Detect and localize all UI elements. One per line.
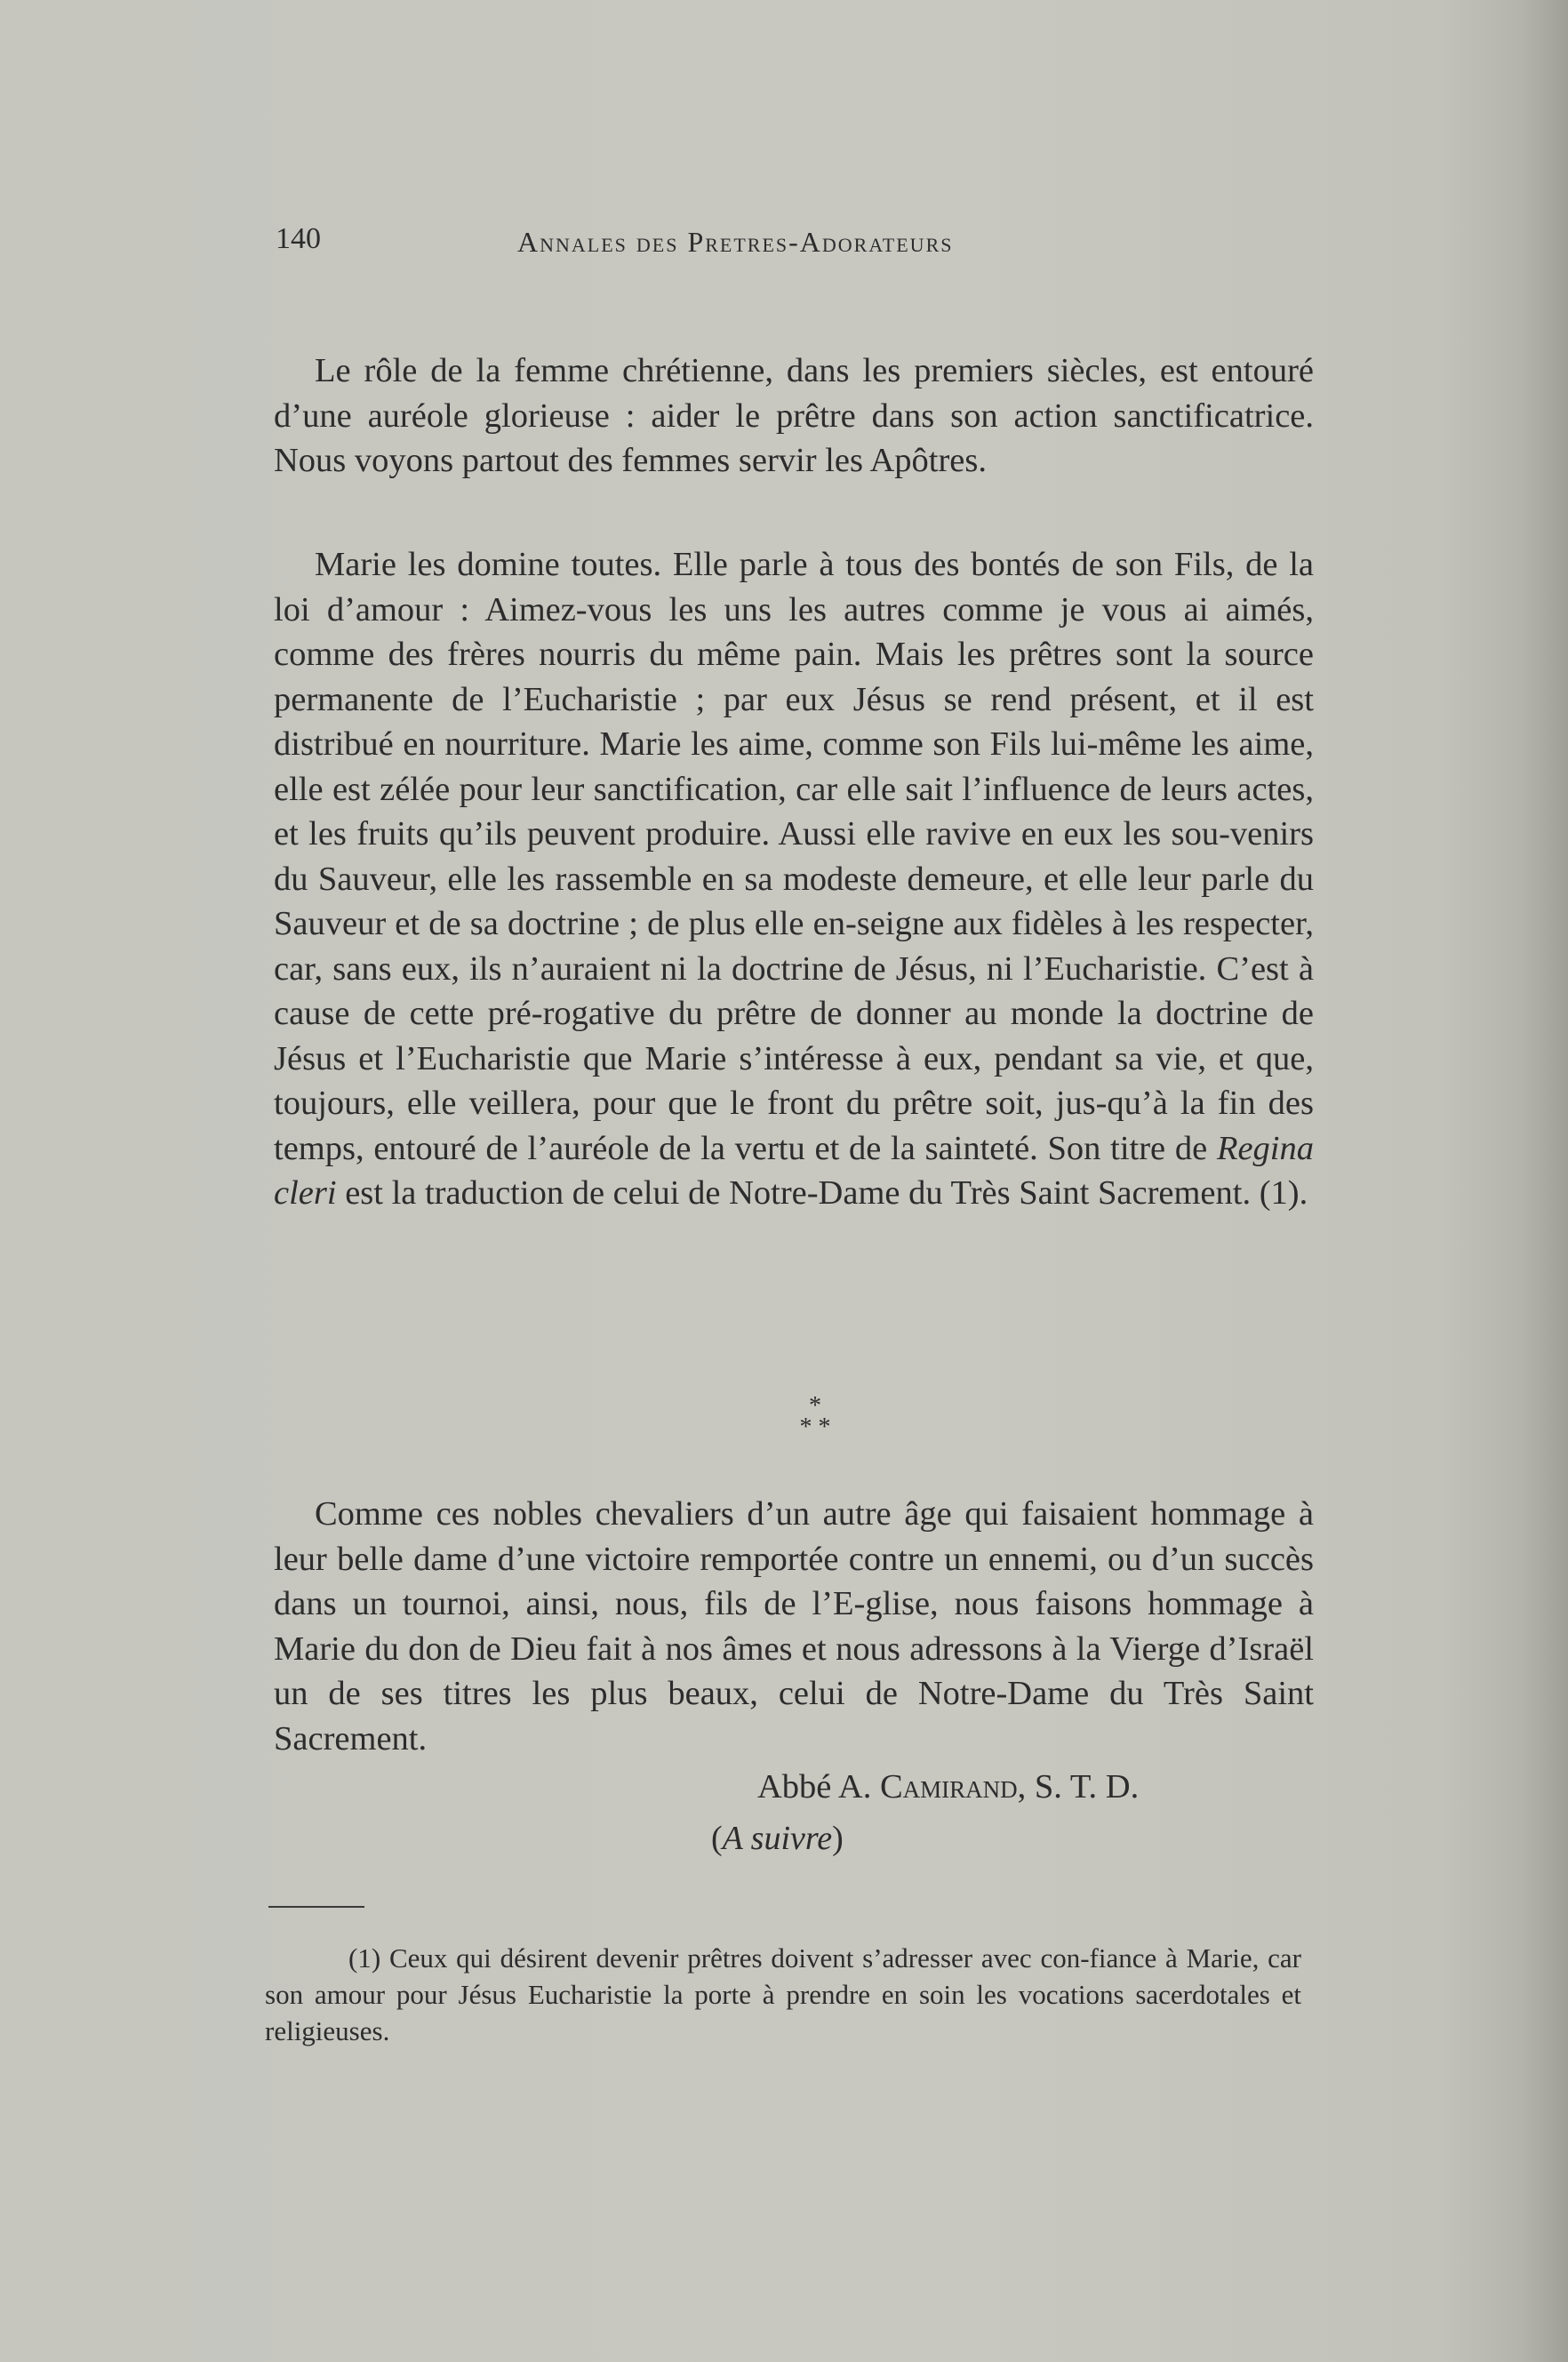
page-header bbox=[276, 222, 1316, 276]
paragraph-1 bbox=[274, 348, 1314, 484]
to-be-continued bbox=[711, 1819, 844, 1858]
footnote-divider bbox=[268, 1906, 364, 1908]
signature-suffix: S. T. D. bbox=[1026, 1768, 1140, 1806]
section-asterism bbox=[0, 1392, 1568, 1441]
to-follow-open: ( bbox=[711, 1820, 723, 1857]
page-number: 140 bbox=[276, 222, 321, 255]
author-signature bbox=[757, 1767, 1139, 1806]
asterism-top: * bbox=[809, 1392, 821, 1420]
paragraph-3 bbox=[274, 1492, 1314, 1761]
paragraph-3-text: Comme ces nobles chevaliers d’un autre âge qui faisaient hommage à leur belle dame d’une victoire remportée contre un ennemi, ou d’un succès dans un tournoi, ainsi, nous, fils de l’E-glise, nous faisons hommage à Marie du don de Dieu fait à nos âmes et nous adressons à la Vierge d’Israël un de ses titres les plus beaux, celui de Notre-Dame du Très Saint Sacrement. bbox=[274, 1495, 1314, 1757]
paragraph-1-text: Le rôle de la femme chrétienne, dans les premiers siècles, est entouré d’une auréole glorieuse : aider le prêtre dans son action sanctificatrice. Nous voyons partout des femmes servir les Apôtres. bbox=[274, 352, 1314, 479]
paragraph-2-text bbox=[274, 542, 1314, 1216]
footnote: (1) Ceux qui désirent devenir prêtres doivent s’adresser avec con-fiance à Marie, car son amour pour Jésus Eucharistie la porte à prendre en soin les vocations sacerdotales et religieuses. bbox=[265, 1942, 1301, 2046]
paragraph-2-main: Marie les domine toutes. Elle parle à tous des bontés de son Fils, de la loi d’amour : Aimez-vous les uns les autres comme je vous ai aimés, comme des frères nourris du même pain. Mais les prêtres sont la source permanente de l’Eucharistie ; par eux Jésus se rend présent, et il est distribué en nourriture. Marie les aime, comme son Fils lui-même les aime, elle est zélée pour leur sanctification, car elle sait l’influence de leurs actes, et les fruits qu’ils peuvent produire. Aussi elle ravive en eux les sou-venirs du Sauveur, elle les rassemble en sa modeste demeure, et elle leur parle du Sauveur et de sa doctrine ; de plus elle en-seigne aux fidèles à les respecter, car, sans eux, ils n’auraient ni la doctrine de Jésus, ni l’Eucharistie. C’est à cause de cette pré-rogative du prêtre de donner au monde la doctrine de Jésus et l’Eucharistie que Marie s’intéresse à eux, pendant sa vie, et que, toujours, elle veillera, pour que le front du prêtre soit, jus-qu’à la fin des temps, entouré de l’auréole de la vertu et de la sainteté. Son titre de bbox=[274, 546, 1314, 1167]
to-follow-close: ) bbox=[832, 1820, 844, 1857]
paragraph-2-tail: est la traduction de celui de Notre-Dame du Très Saint Sacrement. (1). bbox=[336, 1174, 1308, 1212]
asterism-bottom: * * bbox=[799, 1413, 831, 1441]
signature-name: Camirand, bbox=[879, 1768, 1027, 1806]
to-follow-text: A suivre bbox=[722, 1820, 833, 1857]
running-head: Annales des Pretres-Adorateurs bbox=[517, 226, 954, 258]
regina-cleri-italic: Regina cleri bbox=[274, 1129, 1314, 1212]
signature-prefix: Abbé A. bbox=[757, 1768, 880, 1806]
paragraph-2 bbox=[274, 542, 1314, 1216]
